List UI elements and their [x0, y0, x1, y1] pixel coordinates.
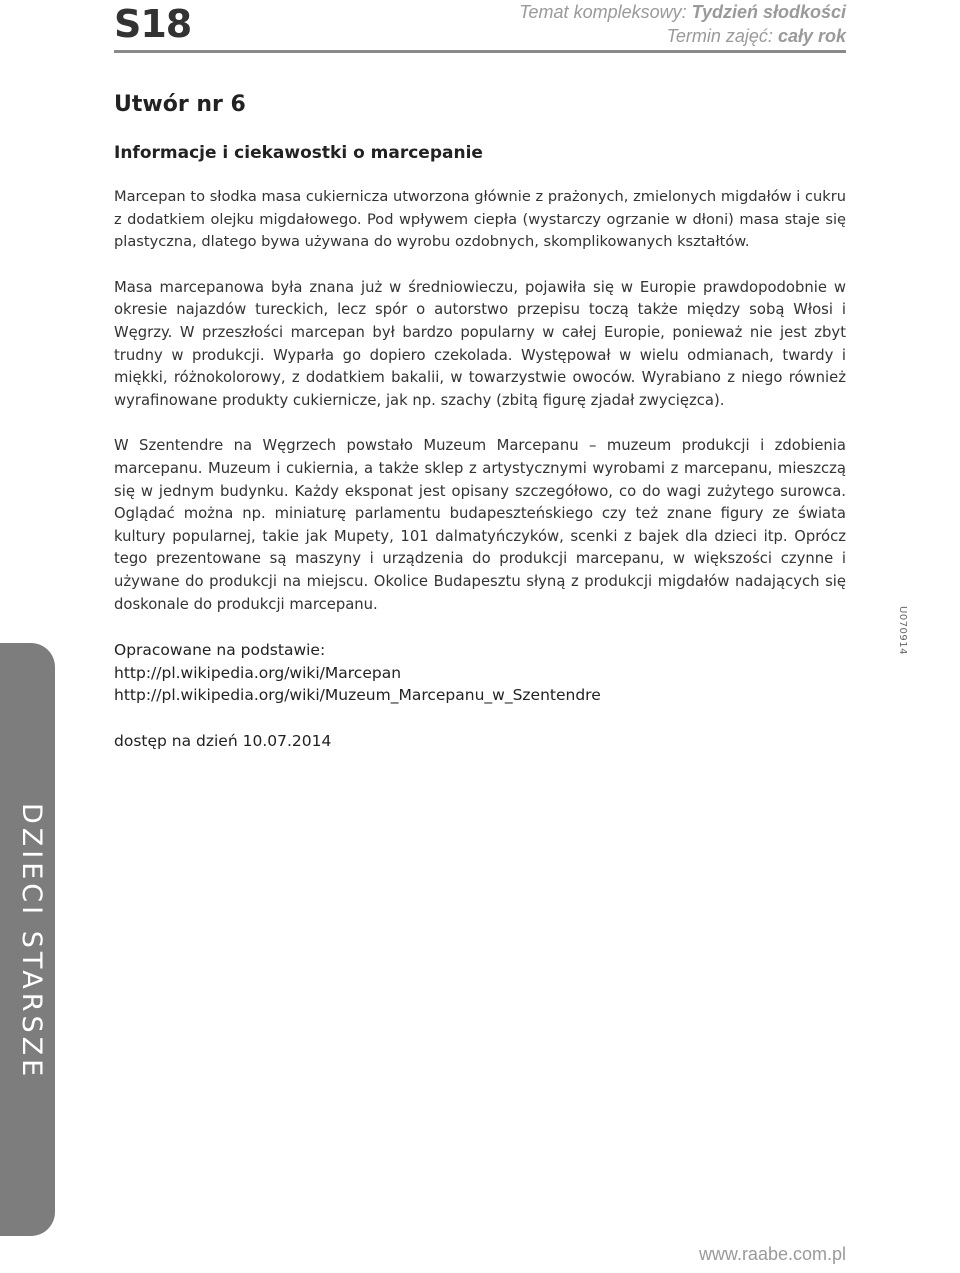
term-value: cały rok: [777, 26, 846, 46]
topic-value: Tydzień słodkości: [691, 2, 846, 22]
side-tab: [0, 643, 55, 1236]
page-code: S18: [114, 2, 192, 46]
paragraph-2: Masa marcepanowa była znana już w średniowieczu, pojawiła się w Europie prawdopodobnie w okresie najazdów tureckich, lecz spór o autorstwo przepisu toczą także między sobą Włosi i Węgrzy. W przeszłości marcepan był bardzo popularny w całej Europie, ponieważ nie jest zbyt trudny w produkcji. Wyparła go dopiero czekolada. Występował w wielu odmianach, twardy i miękki, różnokolorowy, z dodatkiem bakalii, w towarzystwie owoców. Wyrabiano z niego również wyrafinowane produkty cukiernicze, jak np. szachy (zbitą figurę zjadał zwycięzca).: [114, 278, 846, 409]
topic-label: Temat kompleksowy:: [519, 2, 687, 22]
sources-heading: Opracowane na podstawie:: [114, 641, 326, 660]
work-title: Utwór nr 6: [114, 92, 246, 117]
section-heading: Informacje i ciekawostki o marcepanie: [114, 143, 483, 163]
paragraph-1: Marcepan to słodka masa cukiernicza utworzona głównie z prażonych, zmielonych migdałów i cukru z dodatkiem olejku migdałowego. Pod wpływem ciepła (wystarczy ogrzanie w dłoni) masa staje się plastyczna, dlatego bywa używana do wyrobu ozdobnych, skomplikowanych kształtów.: [114, 188, 846, 251]
document-code: U070914: [897, 606, 908, 655]
paragraph-3: W Szentendre na Węgrzech powstało Muzeum Marcepanu – muzeum produkcji i zdobienia marcepanu. Muzeum i cukiernia, a także sklep z artystycznymi wyrobami z marcepanu, mieszczą się w jednym budynku. Każdy eksponat jest opisany szczegółowo, co do wagi zużytego surowca. Oglądać można np. miniaturę parlamentu budapeszteńskiego czy też znane figury ze świata kultury popularnej, takie jak Mupety, 101 dalmatyńczyków, scenki z bajek dla dzieci itp. Oprócz tego prezentowane są maszyny i urządzenia do produkcji marcepanu, w większości czynne i używane do produkcji na miejscu. Okolice Budapesztu słyną z produkcji migdałów nadających się doskonale do produkcji marcepanu.: [114, 437, 846, 613]
source-link-1[interactable]: http://pl.wikipedia.org/wiki/Marcepan: [114, 663, 402, 682]
document-content: [114, 143, 846, 752]
sources-block: [114, 639, 846, 707]
topic-header: [519, 0, 846, 48]
footer-url[interactable]: www.raabe.com.pl: [698, 1244, 846, 1264]
header-divider: [114, 50, 846, 53]
side-tab-label: DZIECI STARSZE: [16, 803, 47, 1081]
term-line: [519, 24, 846, 48]
access-date: dostęp na dzień 10.07.2014: [114, 731, 332, 750]
topic-line: [519, 0, 846, 24]
term-label: Termin zajęć:: [666, 26, 773, 46]
side-tab-label-wrap: [0, 643, 55, 1236]
source-link-2[interactable]: http://pl.wikipedia.org/wiki/Muzeum_Marcepanu_w_Szentendre: [114, 686, 601, 705]
